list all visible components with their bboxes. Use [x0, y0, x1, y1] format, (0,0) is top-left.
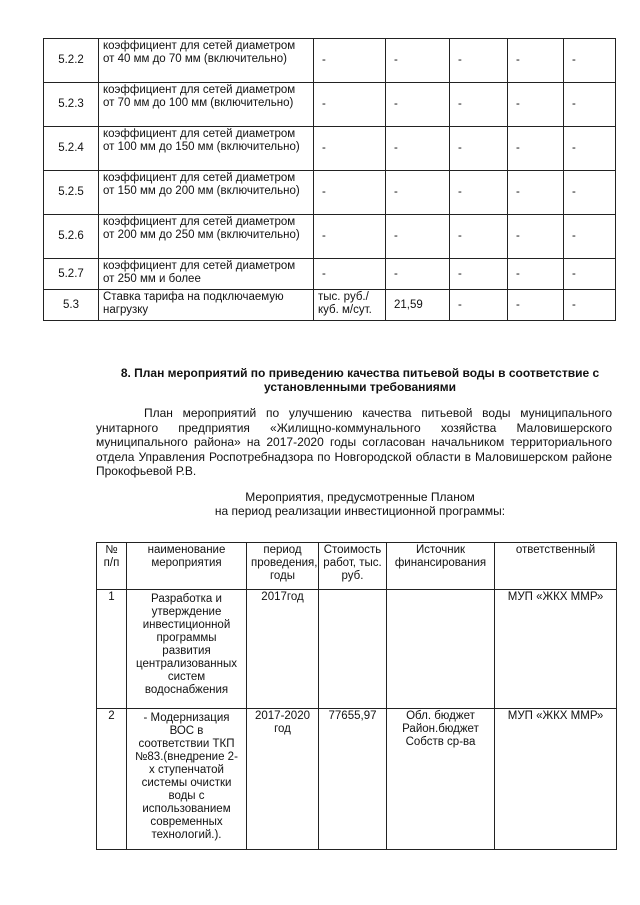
table-row [44, 83, 616, 127]
table-row [44, 259, 616, 290]
row-number: 5.2.5 [44, 171, 99, 215]
tariff-table [43, 38, 616, 321]
table-header-row [97, 543, 617, 590]
row-cell: - [508, 215, 564, 259]
row-number: 5.2.4 [44, 127, 99, 171]
row-description: коэффициент для сетей диаметром от 40 мм до 70 мм (включительно) [99, 39, 314, 83]
row-number: 5.2.6 [44, 215, 99, 259]
row-cost [319, 590, 387, 709]
row-cell: - [564, 215, 616, 259]
header-source: Источник финансирования [387, 543, 495, 590]
row-unit: тыс. руб./ куб. м/сут. [314, 290, 386, 321]
row-cell: - [564, 171, 616, 215]
plan-table [96, 542, 617, 850]
row-cell: - [508, 290, 564, 321]
row-cell: - [450, 83, 508, 127]
row-cell: - [450, 127, 508, 171]
row-value: 21,59 [386, 290, 450, 321]
row-unit: - [314, 171, 386, 215]
table-row [97, 709, 617, 850]
row-cell: - [450, 290, 508, 321]
row-number: 5.2.7 [44, 259, 99, 290]
row-value: - [386, 39, 450, 83]
row-unit: - [314, 127, 386, 171]
row-cell: - [508, 83, 564, 127]
row-cell: - [564, 127, 616, 171]
row-cell: - [450, 39, 508, 83]
header-cost: Стоимость работ, тыс. руб. [319, 543, 387, 590]
row-cell: - [450, 259, 508, 290]
table-row [44, 127, 616, 171]
row-period: 2017год [247, 590, 319, 709]
row-period: 2017-2020 год [247, 709, 319, 850]
row-cost: 77655,97 [319, 709, 387, 850]
row-name: - Модернизация ВОС в соответствии ТКП №83.(внедрение 2-х ступенчатой системы очистки воды с использованием современных технологий.). [127, 709, 247, 850]
paragraph-text: План мероприятий по улучшению качества питьевой воды муниципального унитарного предприятия «Жилищно-коммунального хозяйства Маловишерского муниципального района» на 2017-2020 годы согласован начальником территориального отдела Управления Роспотребнадзора по Новгородской области в Маловишерском районе Прокофьевой Р.В. [96, 406, 612, 478]
header-name: наименование мероприятия [127, 543, 247, 590]
row-responsible: МУП «ЖКХ ММР» [495, 709, 617, 850]
row-cell: - [564, 290, 616, 321]
row-source: Обл. бюджет Район.бюджет Собств ср-ва [387, 709, 495, 850]
row-responsible: МУП «ЖКХ ММР» [495, 590, 617, 709]
row-value: - [386, 171, 450, 215]
row-cell: - [564, 39, 616, 83]
row-description: коэффициент для сетей диаметром от 70 мм до 100 мм (включительно) [99, 83, 314, 127]
header-responsible: ответственный [495, 543, 617, 590]
row-cell: - [508, 127, 564, 171]
row-number: 5.2.2 [44, 39, 99, 83]
table-row [44, 215, 616, 259]
row-unit: - [314, 215, 386, 259]
row-unit: - [314, 39, 386, 83]
row-unit: - [314, 259, 386, 290]
row-description: коэффициент для сетей диаметром от 250 мм и более [99, 259, 314, 290]
row-description: коэффициент для сетей диаметром от 100 мм до 150 мм (включительно) [99, 127, 314, 171]
row-cell: - [508, 171, 564, 215]
row-value: - [386, 215, 450, 259]
section-title: 8. План мероприятий по приведению качества питьевой воды в соответствие с установленными требованиями [120, 366, 600, 394]
subtitle-line: Мероприятия, предусмотренные Планом [245, 490, 475, 504]
row-description: коэффициент для сетей диаметром от 200 мм до 250 мм (включительно) [99, 215, 314, 259]
row-description: коэффициент для сетей диаметром от 150 мм до 200 мм (включительно) [99, 171, 314, 215]
table-row [44, 290, 616, 321]
row-number: 1 [97, 590, 127, 709]
row-number: 5.2.3 [44, 83, 99, 127]
header-period: период проведения, годы [247, 543, 319, 590]
row-cell: - [450, 215, 508, 259]
row-description: Ставка тарифа на подключаемую нагрузку [99, 290, 314, 321]
row-unit: - [314, 83, 386, 127]
table-row [44, 39, 616, 83]
row-cell: - [564, 83, 616, 127]
row-value: - [386, 259, 450, 290]
table-row [44, 171, 616, 215]
row-name: Разработка и утверждение инвестиционной программы развития централизованных систем водоснабжения [127, 590, 247, 709]
body-paragraph [96, 406, 612, 479]
row-source [387, 590, 495, 709]
row-cell: - [564, 259, 616, 290]
subtitle-line: на период реализации инвестиционной программы: [214, 504, 506, 518]
row-cell: - [508, 259, 564, 290]
row-value: - [386, 127, 450, 171]
row-number: 2 [97, 709, 127, 850]
header-num: № п/п [97, 543, 127, 590]
row-value: - [386, 83, 450, 127]
plan-subtitle [120, 490, 600, 518]
table-row [97, 590, 617, 709]
row-cell: - [508, 39, 564, 83]
row-cell: - [450, 171, 508, 215]
row-number: 5.3 [44, 290, 99, 321]
